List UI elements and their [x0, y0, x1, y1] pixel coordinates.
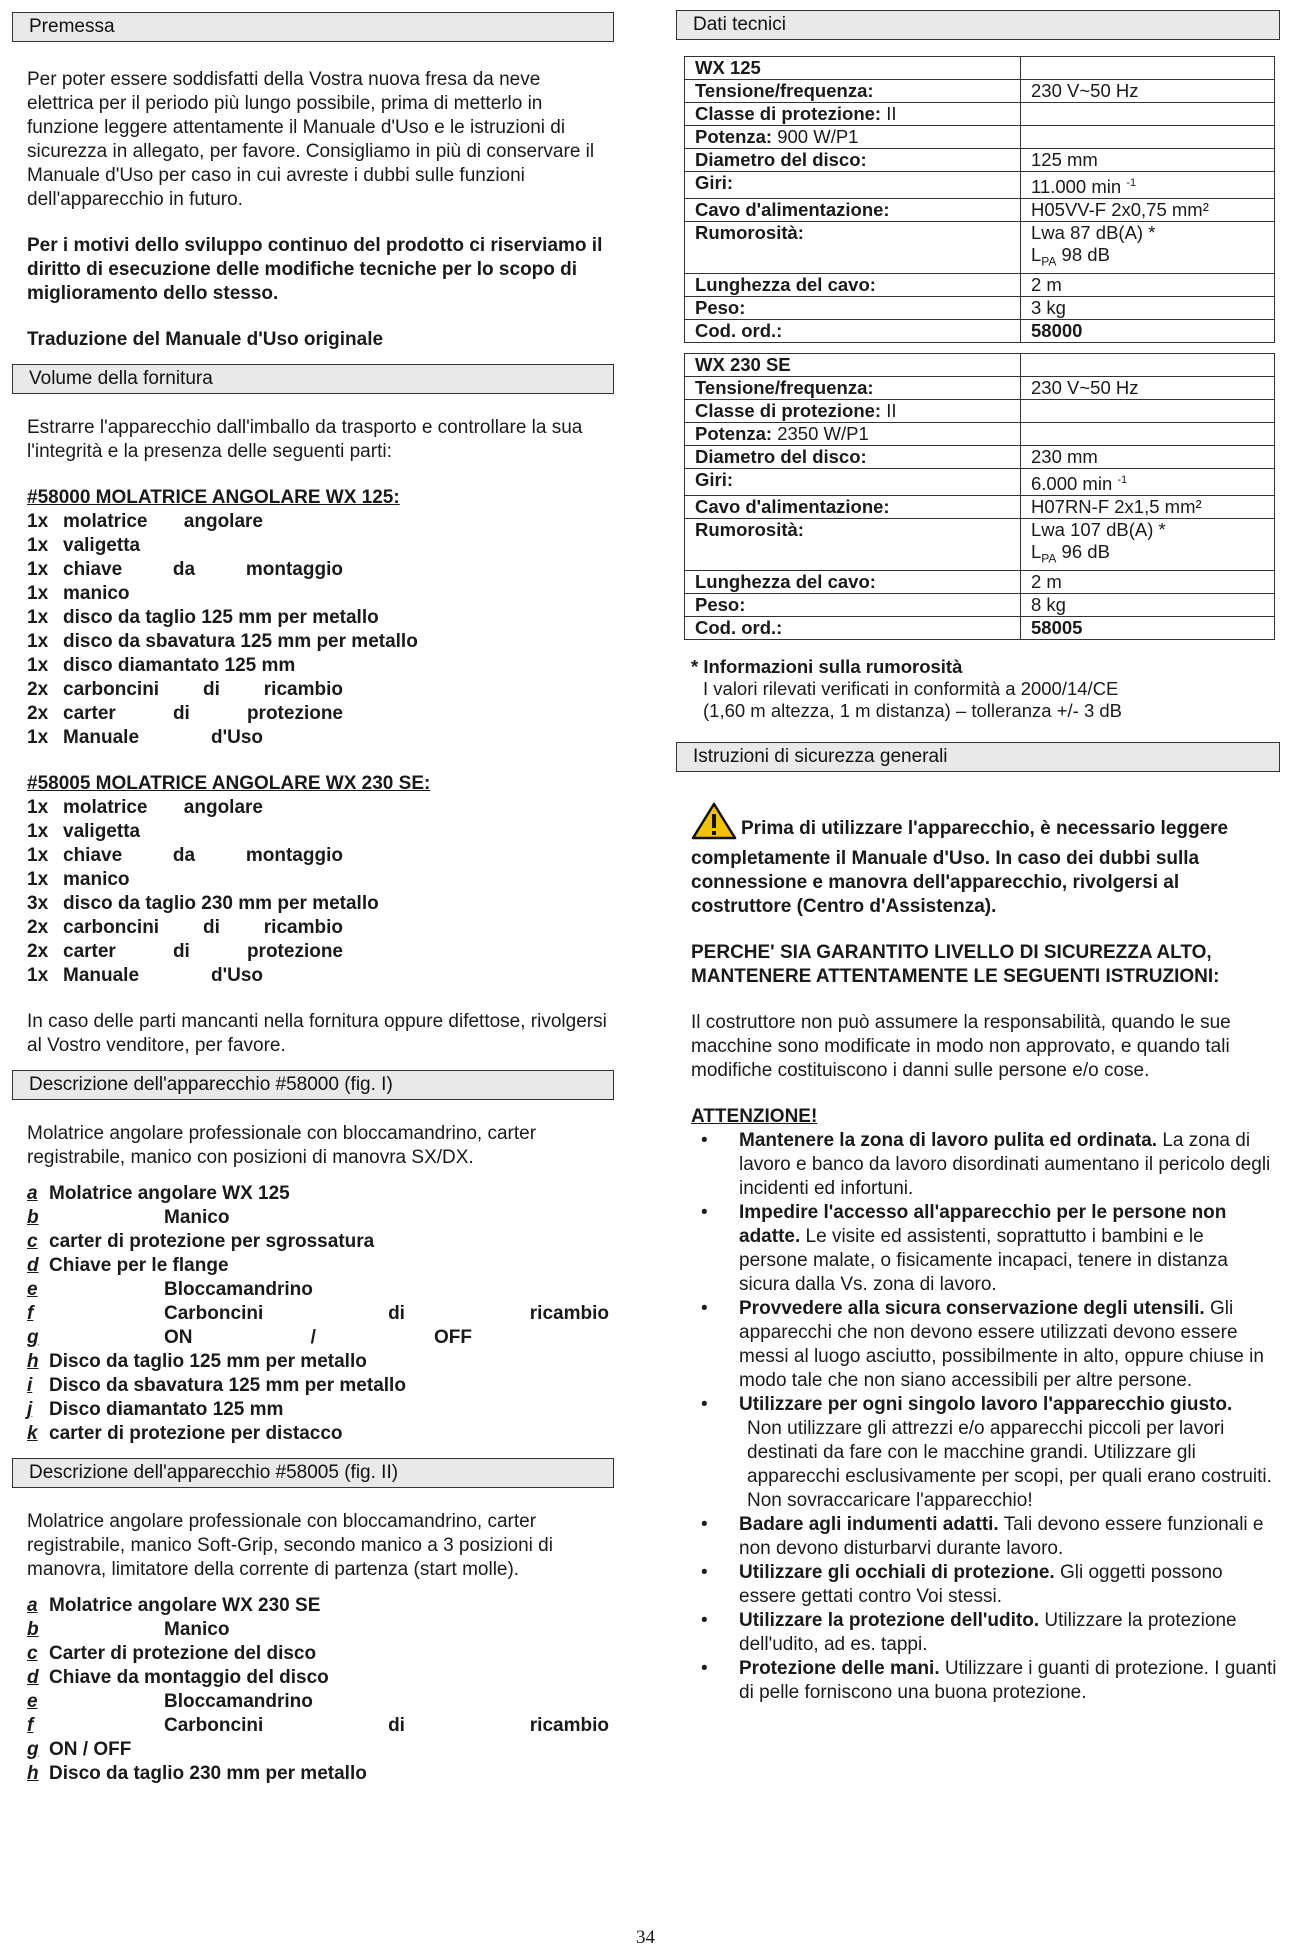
section-header-desc-58005: Descrizione dell'apparecchio #58005 (fig. II) — [12, 1458, 614, 1488]
list-item: 1x disco da sbavatura 125 mm per metallo — [27, 631, 418, 652]
list-item: 1x molatrice angolare — [27, 511, 263, 532]
list-item: 2x carter di protezione — [27, 941, 343, 962]
legend-item: f Carboncini di ricambio — [27, 1715, 609, 1736]
noise-note: * Informazioni sulla rumorosità I valori rilevati verificati in conformità a 2000/14/CE (1,60 m altezza, 1 m distanza) – tolleranza +/- 3 dB — [691, 655, 1123, 721]
legend-item: b Manico — [27, 1207, 230, 1228]
warning-triangle-icon — [691, 802, 737, 847]
bullet-item: • Badare agli indumenti adatti. Tali devono essere funzionali e non devono disturbarvi durante lavoro. — [691, 1513, 1277, 1561]
bullet-icon: • — [701, 1513, 708, 1535]
legend-item: g ON / OFF — [27, 1327, 472, 1348]
list-item: 1x valigetta — [27, 821, 141, 842]
bullet-item: • Utilizzare gli occhiali di protezione. Gli oggetti possono essere gettati contro Voi stessi. — [691, 1561, 1277, 1609]
legend-item: c Carter di protezione del disco — [27, 1643, 317, 1664]
legend-item: d Chiave per le flange — [27, 1255, 229, 1276]
desc2-intro: Molatrice angolare professionale con bloccamandrino, carter registrabile, manico Soft-Grip, secondo manico a 3 posizioni di manovra, limitatore della corrente di partenza (start molle). — [27, 1511, 553, 1580]
right-column — [676, 10, 1281, 1705]
list-item: 1x manico — [27, 869, 130, 890]
list-item: 1x manico — [27, 583, 130, 604]
legend-item: a Molatrice angolare WX 230 SE — [27, 1595, 321, 1616]
warning-block: Prima di utilizzare l'apparecchio, è necessario leggere completamente il Manuale d'Uso. In caso dei dubbi sulla connessione e manovra dell'apparecchio, rivolgersi al costruttore (Centro d'Assistenza). — [691, 802, 1273, 919]
bullet-icon: • — [701, 1201, 708, 1223]
list-item: 1x chiave da montaggio — [27, 559, 343, 580]
legend-item: j Disco diamantato 125 mm — [27, 1399, 284, 1420]
bullet-icon: • — [701, 1129, 708, 1151]
legend-item: i Disco da sbavatura 125 mm per metallo — [27, 1375, 406, 1396]
bullet-icon: • — [701, 1393, 708, 1415]
set2-list — [12, 796, 617, 988]
legend-item: e Bloccamandrino — [27, 1691, 313, 1712]
legend-item: a Molatrice angolare WX 125 — [27, 1183, 290, 1204]
costruttore-paragraph: Il costruttore non può assumere la responsabilità, quando le sue macchine sono modificate in modo non approvato, e quando tali modifiche costituiscono i danni sulle persone e/o cose. — [691, 1011, 1231, 1081]
set1-title: #58000 MOLATRICE ANGOLARE WX 125: — [27, 487, 400, 508]
bullet-icon: • — [701, 1657, 708, 1679]
premessa-paragraph-1: Per poter essere soddisfatti della Vostra nuova fresa da neve elettrica per il periodo più lungo possibile, prima di metterlo in funzione leggere attentamente il Manuale d'Uso e le istruzioni di sicurezza in allegato, per favore. Consigliamo in più di conservare il Manuale d'Uso per caso in cui avreste i dubbi sulle funzioni dell'apparecchio in futuro. — [27, 69, 595, 210]
legend-item: k carter di protezione per distacco — [27, 1423, 343, 1444]
list-item: 2x carboncini di ricambio — [27, 917, 343, 938]
set2-title: #58005 MOLATRICE ANGOLARE WX 230 SE: — [27, 773, 431, 794]
list-item: 1x valigetta — [27, 535, 141, 556]
desc1-legend — [12, 1182, 617, 1446]
list-item: 1x chiave da montaggio — [27, 845, 343, 866]
list-item: 1x disco diamantato 125 mm — [27, 655, 296, 676]
fornitura-intro: Estrarre l'apparecchio dall'imballo da trasporto e controllare la sua l'integrità e la presenza delle seguenti parti: — [27, 417, 583, 462]
list-item: 1x molatrice angolare — [27, 797, 263, 818]
list-item: 1x Manuale d'Uso — [27, 727, 263, 748]
set1-list — [12, 510, 617, 750]
bullet-item: • Provvedere alla sicura conservazione degli utensili. Gli apparecchi che non devono essere utilizzati devono essere messi al luogo asciutto, possibilmente in alto, oppure chiuse in modo tale che non siano accessibili per altre persone. — [691, 1297, 1277, 1393]
legend-item: c carter di protezione per sgrossatura — [27, 1231, 375, 1252]
left-column — [12, 12, 617, 1786]
legend-item: f Carboncini di ricambio — [27, 1303, 609, 1324]
bullet-icon: • — [701, 1609, 708, 1631]
section-header-desc-58000: Descrizione dell'apparecchio #58000 (fig. I) — [12, 1070, 614, 1100]
tech-table-wx125: WX 125 Tensione/frequenza: 230 V~50 Hz Classe di protezione: II Potenza: 900 W/P1 Diametro del disco: 125 mm Giri: 11.000 min $^{-1}$ Cavo d'alimentazione: H05VV-F 2x0,75 mm² Rumorosità: Lwa 87 dB(A) * $L_{PA}$ 98 dB Lunghezza del cavo: 2 m Peso: 3 kg Cod. ord.: 58000 — [684, 56, 1275, 343]
section-header-dati-tecnici: Dati tecnici — [676, 10, 1280, 40]
bullet-icon: • — [701, 1297, 708, 1319]
legend-item: h Disco da taglio 125 mm per metallo — [27, 1351, 367, 1372]
legend-item: b Manico — [27, 1619, 230, 1640]
premessa-translation-note: Traduzione del Manuale d'Uso originale — [27, 329, 384, 350]
list-item: 3x disco da taglio 230 mm per metallo — [27, 893, 379, 914]
premessa-paragraph-2: Per i motivi dello sviluppo continuo del prodotto ci riserviamo il diritto di esecuzione delle modifiche tecniche per lo scopo di miglioramento dello stesso. — [27, 235, 603, 304]
bullet-item: • Utilizzare per ogni singolo lavoro l'apparecchio giusto. Non utilizzare gli attrezzi e/o apparecchi piccoli per lavori destinati da fare con le macchine grandi. Utilizzare gli apparecchi esclusivamente per scopi, per quali erano costruiti. Non sovraccaricare l'apparecchio! — [691, 1393, 1277, 1513]
bullet-item: • Mantenere la zona di lavoro pulita ed ordinata. La zona di lavoro e banco da lavoro disordinati aumentano il pericolo degli incidenti ed infortuni. — [691, 1129, 1277, 1201]
list-item: 1x Manuale d'Uso — [27, 965, 263, 986]
section-header-fornitura: Volume della fornitura — [12, 364, 614, 394]
legend-item: h Disco da taglio 230 mm per metallo — [27, 1763, 367, 1784]
list-item: 1x disco da taglio 125 mm per metallo — [27, 607, 379, 628]
model-name: WX 230 SE — [685, 353, 1021, 376]
bullet-item: • Protezione delle mani. Utilizzare i guanti di protezione. I guanti di pelle forniscono una buona protezione. — [691, 1657, 1277, 1705]
perche-heading: PERCHE' SIA GARANTITO LIVELLO DI SICUREZZA ALTO, MANTENERE ATTENTAMENTE LE SEGUENTI ISTRUZIONI: — [691, 941, 1220, 987]
fornitura-outro: In caso delle parti mancanti nella fornitura oppure difettose, rivolgersi al Vostro venditore, per favore. — [27, 1011, 607, 1056]
list-item: 2x carter di protezione — [27, 703, 343, 724]
model-name: WX 125 — [685, 57, 1021, 80]
bullet-icon: • — [701, 1561, 708, 1583]
bullet-item: • Impedire l'accesso all'apparecchio per le persone non adatte. Le visite ed assistenti, soprattutto i bambini e le persone malate, o fisicamente incapaci, tenere in distanza sicura dalla Vs. zona di lavoro. — [691, 1201, 1277, 1297]
legend-item: d Chiave da montaggio del disco — [27, 1667, 329, 1688]
bullet-item: • Utilizzare la protezione dell'udito. Utilizzare la protezione dell'udito, ad es. tappi. — [691, 1609, 1277, 1657]
list-item: 2x carboncini di ricambio — [27, 679, 343, 700]
desc1-intro: Molatrice angolare professionale con bloccamandrino, carter registrabile, manico con posizioni di manovra SX/DX. — [27, 1123, 537, 1168]
attenzione-heading: ATTENZIONE! — [691, 1105, 818, 1127]
safety-bullet-list — [676, 1129, 1281, 1705]
desc2-legend — [12, 1594, 617, 1786]
legend-item: g ON / OFF — [27, 1739, 132, 1760]
section-header-sicurezza: Istruzioni di sicurezza generali — [676, 742, 1280, 772]
section-header-premessa: Premessa — [12, 12, 614, 42]
tech-table-wx230se: WX 230 SE Tensione/frequenza: 230 V~50 Hz Classe di protezione: II Potenza: 2350 W/P1 Diametro del disco: 230 mm Giri: 6.000 min $^{-1}$ Cavo d'alimentazione: H07RN-F 2x1,5 mm² Rumorosità: Lwa 107 dB(A) * $L_{PA}$ 96 dB Lunghezza del cavo: 2 m Peso: 8 kg Cod. ord.: 58005 — [684, 353, 1275, 640]
legend-item: e Bloccamandrino — [27, 1279, 313, 1300]
page-number: 34 — [636, 1927, 655, 1948]
